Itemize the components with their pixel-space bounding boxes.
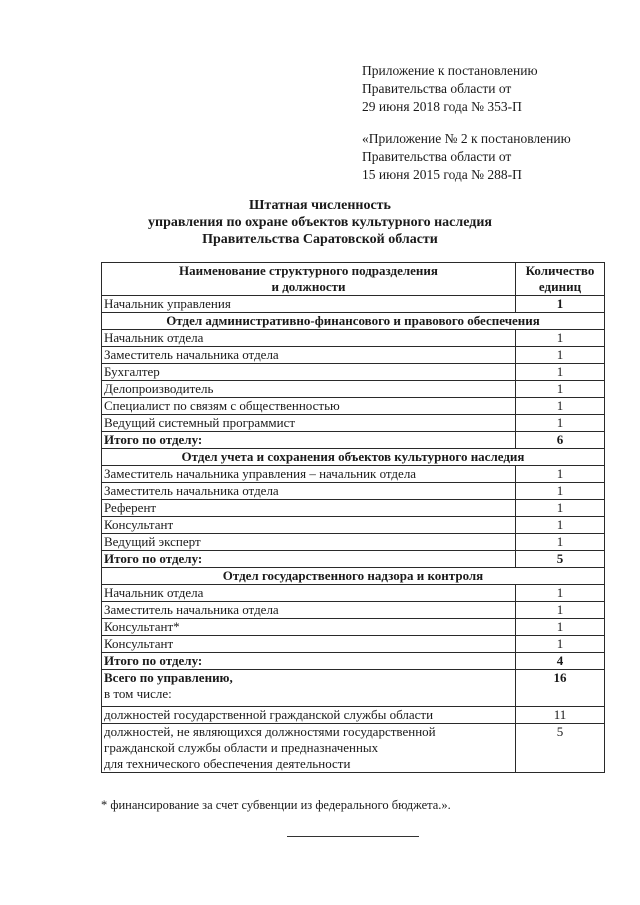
position-qty: 1 bbox=[516, 585, 605, 602]
table-row bbox=[102, 636, 605, 653]
table-row bbox=[102, 330, 605, 347]
appendix-line: «Приложение № 2 к постановлению bbox=[362, 131, 571, 146]
section-title: Отдел государственного надзора и контроля bbox=[102, 568, 605, 585]
position-name: Заместитель начальника отдела bbox=[102, 602, 516, 619]
closing-rule bbox=[287, 836, 419, 837]
table-row bbox=[102, 619, 605, 636]
position-name: Начальник отдела bbox=[102, 330, 516, 347]
table-row bbox=[102, 398, 605, 415]
header-name-line1: Наименование структурного подразделения bbox=[179, 263, 438, 278]
table-row bbox=[102, 364, 605, 381]
breakdown-name bbox=[102, 724, 516, 773]
table-row bbox=[102, 483, 605, 500]
position-qty: 1 bbox=[516, 483, 605, 500]
appendix-reference-original bbox=[362, 130, 571, 184]
appendix-reference-current bbox=[362, 62, 538, 116]
section-total-label: Итого по отделу: bbox=[102, 432, 516, 449]
table-row bbox=[102, 517, 605, 534]
position-qty: 1 bbox=[516, 517, 605, 534]
appendix-line: 15 июня 2015 года № 288-П bbox=[362, 167, 522, 182]
staffing-table bbox=[101, 262, 605, 773]
title-line: управления по охране объектов культурного наследия bbox=[148, 215, 492, 230]
position-name: Консультант bbox=[102, 517, 516, 534]
position-qty: 1 bbox=[516, 636, 605, 653]
document-title bbox=[0, 197, 640, 248]
position-qty: 1 bbox=[516, 500, 605, 517]
section-row bbox=[102, 449, 605, 466]
position-name: Ведущий эксперт bbox=[102, 534, 516, 551]
position-name: Ведущий системный программист bbox=[102, 415, 516, 432]
header-qty-line1: Количество bbox=[525, 263, 595, 278]
table-row bbox=[102, 381, 605, 398]
header-name bbox=[102, 263, 516, 296]
footnote: * финансирование за счет субвенции из федерального бюджета.». bbox=[101, 798, 451, 812]
table-row bbox=[102, 347, 605, 364]
table-row bbox=[102, 602, 605, 619]
table-row bbox=[102, 707, 605, 724]
appendix-line: Приложение к постановлению bbox=[362, 63, 538, 78]
position-qty: 1 bbox=[516, 347, 605, 364]
table-row bbox=[102, 415, 605, 432]
header-qty bbox=[516, 263, 605, 296]
title-line: Штатная численность bbox=[249, 198, 391, 213]
breakdown-qty: 5 bbox=[516, 724, 605, 773]
position-qty: 1 bbox=[516, 381, 605, 398]
table-header-row bbox=[102, 263, 605, 296]
breakdown-line: должностей, не являющихся должностями государственной bbox=[104, 724, 436, 739]
position-name: Заместитель начальника отдела bbox=[102, 347, 516, 364]
section-title: Отдел учета и сохранения объектов культурного наследия bbox=[102, 449, 605, 466]
grand-total-qty: 16 bbox=[516, 670, 605, 707]
table-row bbox=[102, 466, 605, 483]
position-name: Референт bbox=[102, 500, 516, 517]
breakdown-name: должностей государственной гражданской службы области bbox=[102, 707, 516, 724]
table-row bbox=[102, 500, 605, 517]
grand-total-text: Всего по управлению, bbox=[104, 670, 233, 685]
section-total-qty: 4 bbox=[516, 653, 605, 670]
grand-total-label bbox=[102, 670, 516, 707]
header-name-line2: и должности bbox=[271, 279, 346, 294]
table-row bbox=[102, 724, 605, 773]
table-row bbox=[102, 534, 605, 551]
position-qty: 1 bbox=[516, 330, 605, 347]
position-name: Консультант bbox=[102, 636, 516, 653]
section-title: Отдел административно-финансового и правового обеспечения bbox=[102, 313, 605, 330]
section-total-qty: 5 bbox=[516, 551, 605, 568]
section-total-qty: 6 bbox=[516, 432, 605, 449]
position-qty: 1 bbox=[516, 534, 605, 551]
position-qty: 1 bbox=[516, 602, 605, 619]
breakdown-line: для технического обеспечения деятельности bbox=[104, 756, 351, 771]
breakdown-qty: 11 bbox=[516, 707, 605, 724]
table-row bbox=[102, 296, 605, 313]
grand-total-row bbox=[102, 670, 605, 707]
breakdown-line: гражданской службы области и предназначенных bbox=[104, 740, 379, 755]
position-name: Заместитель начальника отдела bbox=[102, 483, 516, 500]
table-row bbox=[102, 585, 605, 602]
section-row bbox=[102, 568, 605, 585]
position-name: Специалист по связям с общественностью bbox=[102, 398, 516, 415]
grand-total-sublabel: в том числе: bbox=[104, 686, 172, 701]
position-qty: 1 bbox=[516, 466, 605, 483]
header-qty-line2: единиц bbox=[538, 279, 582, 294]
position-name: Заместитель начальника управления – начальник отдела bbox=[102, 466, 516, 483]
section-row bbox=[102, 313, 605, 330]
position-name: Бухгалтер bbox=[102, 364, 516, 381]
title-line: Правительства Саратовской области bbox=[202, 232, 438, 247]
appendix-line: Правительства области от bbox=[362, 149, 512, 164]
section-total-row bbox=[102, 432, 605, 449]
appendix-line: 29 июня 2018 года № 353-П bbox=[362, 99, 522, 114]
position-name: Начальник управления bbox=[102, 296, 516, 313]
position-qty: 1 bbox=[516, 619, 605, 636]
section-total-row bbox=[102, 653, 605, 670]
section-total-row bbox=[102, 551, 605, 568]
section-total-label: Итого по отделу: bbox=[102, 653, 516, 670]
position-qty: 1 bbox=[516, 364, 605, 381]
section-total-label: Итого по отделу: bbox=[102, 551, 516, 568]
appendix-line: Правительства области от bbox=[362, 81, 512, 96]
position-qty: 1 bbox=[516, 398, 605, 415]
position-name: Консультант* bbox=[102, 619, 516, 636]
position-name: Делопроизводитель bbox=[102, 381, 516, 398]
position-qty: 1 bbox=[516, 415, 605, 432]
position-name: Начальник отдела bbox=[102, 585, 516, 602]
position-qty: 1 bbox=[516, 296, 605, 313]
